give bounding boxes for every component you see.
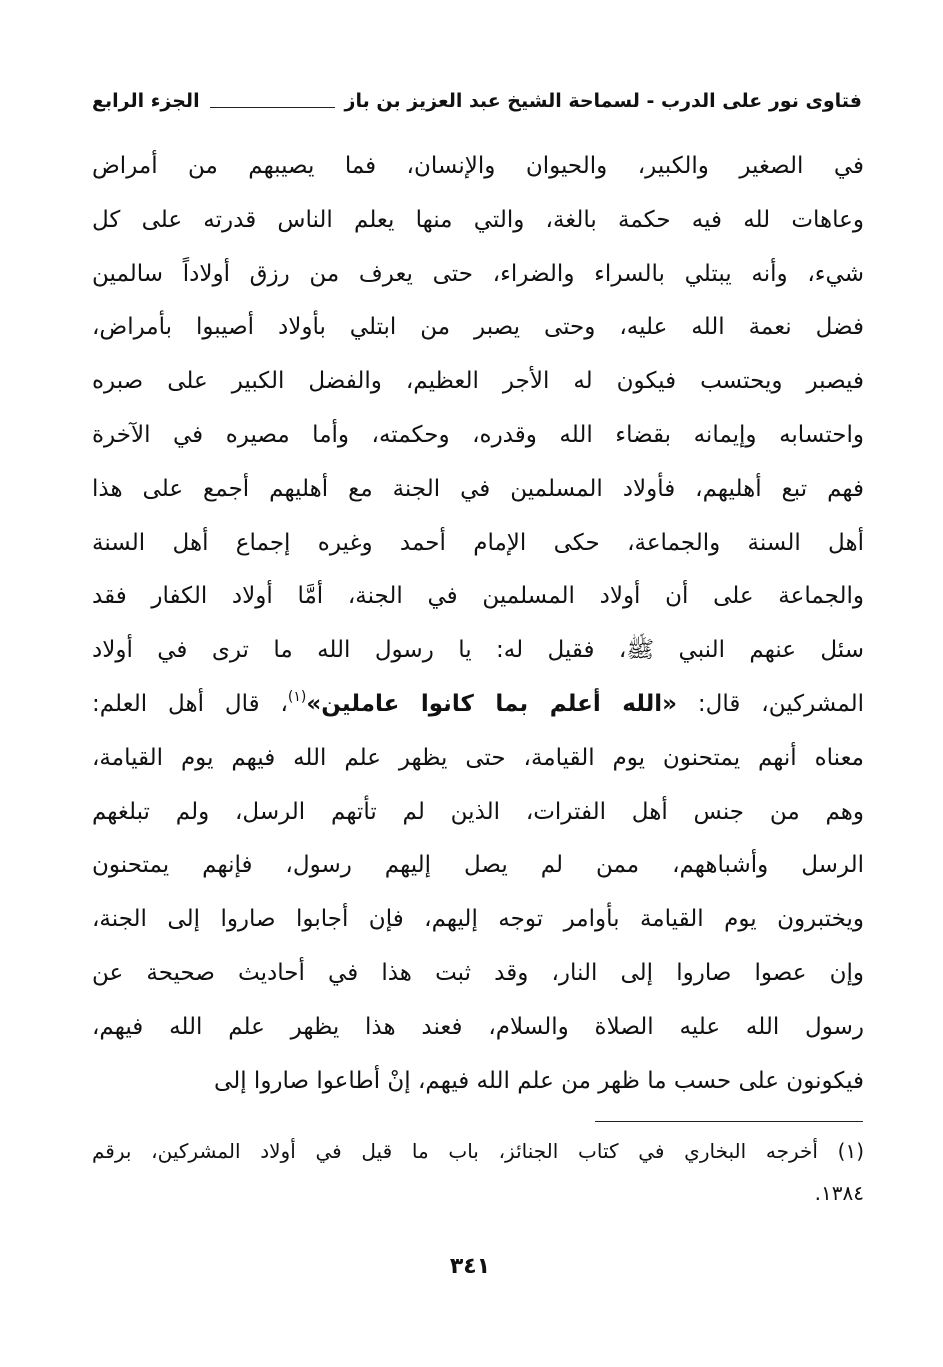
text-line: أهل السنة والجماعة، حكى الإمام أحمد وغيره إجماع أهل السنة [92, 529, 864, 556]
text-line: وعاهات لله فيه حكمة بالغة، والتي منها يعلم الناس قدرته على كل [92, 206, 864, 233]
text-line: سئل عنهم النبي ﷺ، فقيل له: يا رسول الله ما ترى في أولاد [92, 637, 864, 664]
text-line: في الصغير والكبير، والحيوان والإنسان، فما يصيبهم من أمراض [92, 153, 864, 179]
text-line: معناه أنهم يمتحنون يوم القيامة، حتى يظهر علم الله فيهم يوم القيامة، [92, 744, 864, 771]
main-text [92, 140, 864, 1108]
line-after-quote: ، قال أهل العلم: [92, 690, 288, 717]
text-line: فيكونون على حسب ما ظهر من علم الله فيهم، إنْ أطاعوا صاروا إلى [214, 1067, 864, 1094]
text-line-hadith [92, 678, 864, 732]
line-before-quote: المشركين، قال: [677, 690, 864, 717]
text-line: ويختبرون يوم القيامة بأوامر توجه إليهم، فإن أجابوا صاروا إلى الجنة، [92, 906, 864, 933]
header-title: فتاوى نور على الدرب - لسماحة الشيخ عبد العزيز بن باز [344, 90, 862, 112]
text-line: فضل نعمة الله عليه، وحتى يصبر من ابتلي بأولاد أصيبوا بأمراض، [92, 314, 864, 341]
footnote-line: ١٣٨٤. [814, 1181, 864, 1205]
text-line: شيء، وأنه يبتلي بالسراء والضراء، حتى يعرف من رزق أولاداً سالمين [92, 260, 864, 287]
footnote-reference[interactable]: (١) [287, 688, 307, 705]
text-line: واحتسابه وإيمانه بقضاء الله وقدره، وحكمته، وأما مصيره في الآخرة [92, 421, 864, 448]
footnote-divider [595, 1121, 863, 1122]
page-number: ٣٤١ [449, 1254, 491, 1279]
text-line: وإن عصوا صاروا إلى النار، وقد ثبت هذا في أحاديث صحيحة عن [92, 959, 864, 986]
text-line: فيصبر ويحتسب فيكون له الأجر العظيم، والفضل الكبير على صبره [92, 368, 864, 395]
header-rule [210, 107, 335, 108]
hadith-quote: «الله أعلم بما كانوا عاملين» [306, 690, 678, 717]
header-part: الجزء الرابع [92, 90, 200, 112]
footnote-line: (١) أخرجه البخاري في كتاب الجنائز، باب ما قيل في أولاد المشركين، برقم [92, 1139, 864, 1163]
footnote [92, 1130, 864, 1214]
text-line: الرسل وأشباههم، ممن لم يصل إليهم رسول، فإنهم يمتحنون [92, 852, 864, 879]
running-header [92, 84, 862, 118]
text-line: والجماعة على أن أولاد المسلمين في الجنة، أمَّا أولاد الكفار فقد [92, 583, 864, 610]
text-line: وهم من جنس أهل الفترات، الذين لم تأتهم الرسل، ولم تبلغهم [92, 798, 864, 825]
text-line: رسول الله عليه الصلاة والسلام، فعند هذا يظهر علم الله فيهم، [92, 1013, 864, 1040]
text-line: فهم تبع أهليهم، فأولاد المسلمين في الجنة مع أهليهم أجمع على هذا [92, 475, 864, 502]
